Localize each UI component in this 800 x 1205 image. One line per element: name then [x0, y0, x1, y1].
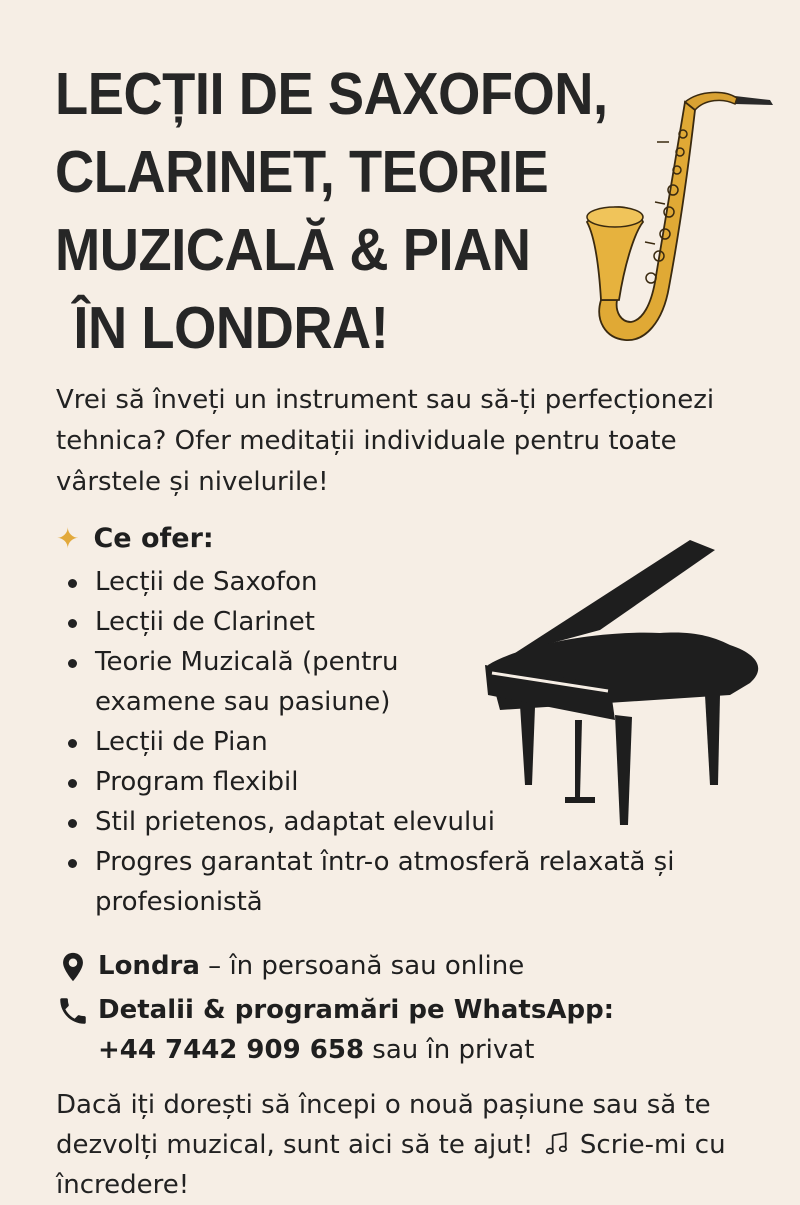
whatsapp-contact — [56, 990, 614, 1070]
list-item: Stil prietenos, adaptat elevului — [95, 802, 715, 842]
whatsapp-label: Detalii & programări pe WhatsApp: — [98, 995, 615, 1025]
grand-piano-illustration — [480, 535, 770, 835]
saxophone-illustration — [585, 72, 780, 357]
list-item: Program flexibil — [95, 762, 715, 802]
location-pin-icon — [56, 950, 90, 984]
offer-heading-label: Ce ofer: — [93, 523, 214, 554]
closing-part-1: Dacă iți dorești să începi o nouă pașiune sau să te dezvolți muzical, sunt aici să te ajut! — [56, 1090, 711, 1160]
location-detail: – în persoană sau online — [199, 951, 525, 981]
phone-icon — [56, 994, 90, 1028]
page-title — [55, 55, 608, 367]
music-note-icon — [544, 1131, 570, 1157]
list-item: Progres garantat într-o atmosferă relaxată și profesionistă — [95, 842, 695, 922]
title-line-1: LECȚII DE SAXOFON, — [55, 61, 608, 127]
title-line-4: ÎN LONDRA! — [73, 295, 389, 361]
intro-text: Vrei să înveți un instrument sau să-ți perfecționezi tehnica? Ofer meditații individuale pentru toate vârstele și nivelurile! — [56, 385, 715, 497]
offer-heading — [56, 522, 214, 555]
title-line-2: CLARINET, TEORIE — [55, 139, 549, 205]
closing-part-2: Scrie-mi cu încredere! — [56, 1130, 726, 1200]
list-item: Lecții de Saxofon — [95, 562, 715, 602]
location-line — [56, 946, 524, 986]
title-line-3: MUZICALĂ & PIAN — [55, 217, 531, 283]
location-city: Londra — [98, 951, 200, 981]
phone-number[interactable]: +44 7442 909 658 — [98, 1035, 365, 1065]
closing-text — [56, 1085, 776, 1205]
list-item: Teorie Muzicală (pentru examene sau pasiune) — [95, 642, 445, 722]
list-item: Lecții de Pian — [95, 722, 715, 762]
phone-suffix: sau în privat — [364, 1035, 535, 1065]
sparkle-icon: ✦ — [56, 522, 80, 555]
list-item: Lecții de Clarinet — [95, 602, 715, 642]
